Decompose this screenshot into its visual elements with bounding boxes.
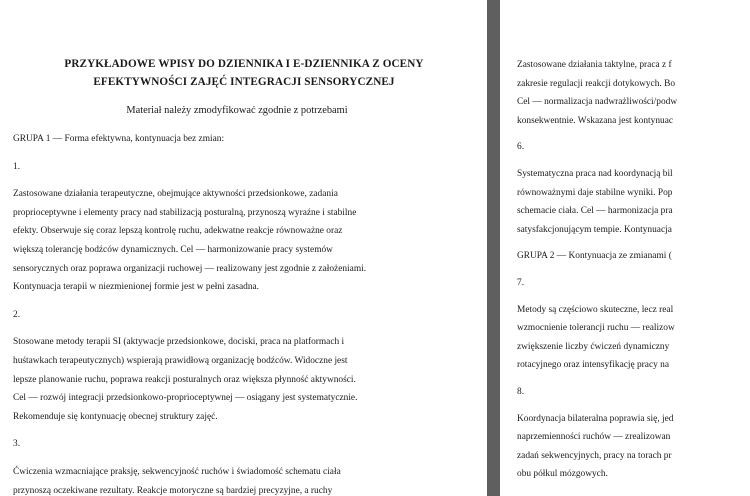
- entry-paragraph: [517, 301, 750, 375]
- document-page-right: [500, 0, 750, 496]
- paragraph-line: efekty. Obserwuje się coraz lepszą kontrolę ruchu, adekwatne reakcje równoważne oraz: [13, 226, 343, 237]
- group-heading: GRUPA 2 — Kontynuacja ze zmianami (: [517, 251, 672, 262]
- entry-number: 7.: [517, 277, 525, 288]
- paragraph-line: huśtawkach terapeutycznych) wspierają prawidłową organizację bodźców. Widoczne jest: [13, 355, 348, 366]
- paragraph-line: konsekwentnie. Wskazana jest kontynuac: [517, 115, 674, 126]
- paragraph-line: Cel — rozwój integracji przedsionkowo-proprioceptywnej — osiągany jest systematycznie.: [13, 393, 358, 404]
- entry-number: 6.: [517, 142, 525, 153]
- entry-paragraph: [13, 185, 461, 297]
- paragraph-line: Koordynacja bilateralna poprawia się, jed: [517, 413, 674, 424]
- paragraph-line: schemacie ciała. Cel — harmonizacja pra: [517, 206, 673, 217]
- title-line: EFEKTYWNOŚCI ZAJĘĆ INTEGRACJI SENSORYCZNEJ: [93, 76, 395, 88]
- page-gap-divider: [487, 0, 500, 496]
- paragraph-line: proprioceptywne i elementy pracy nad stabilizacją posturalną, przynoszą wyraźne i stabilne: [13, 207, 357, 218]
- entry-paragraph: [517, 410, 750, 484]
- entry-number: 1.: [13, 161, 21, 172]
- paragraph-line: Ćwiczenia wzmacniające praksję, sekwencyjność ruchów i świadomość schematu ciała: [13, 466, 341, 477]
- document-subtitle: Materiał należy zmodyfikować zgodnie z potrzebami: [126, 105, 348, 116]
- group-heading: GRUPA 1 — Forma efektywna, kontynuacja bez zmian:: [13, 134, 225, 144]
- paragraph-line: równoważnymi daje stabilne wyniki. Pop: [517, 187, 673, 198]
- paragraph-line: Rekomenduje się kontynuację obecnej struktury zajęć.: [13, 411, 218, 422]
- paragraph-line: Metody są częściowo skuteczne, lecz real: [517, 304, 674, 315]
- paragraph-line: zwiększenie liczby ćwiczeń dynamiczny: [517, 341, 670, 352]
- paragraph-line: Stosowane metody terapii SI (aktywacje przedsionkowe, dociski, praca na platformach i: [13, 337, 345, 348]
- paragraph-line: naprzemienności ruchów — zrealizowan: [517, 432, 671, 443]
- paragraph-line: rotacyjnego oraz intensyfikację pracy na: [517, 360, 670, 371]
- entry-number: 8.: [517, 386, 525, 397]
- entry-paragraph: [517, 165, 750, 239]
- paragraph-line: Systematyczna praca nad koordynacją bil: [517, 168, 673, 179]
- paragraph-line: zakresie regulacji reakcji dotykowych. Bo: [517, 78, 676, 89]
- paragraph-line: przynoszą oczekiwane rezultaty. Reakcje motoryczne są bardziej precyzyjne, a ruchy: [13, 485, 333, 496]
- paragraph-line: lepsze planowanie ruchu, poprawa reakcji posturalnych oraz większa płynność aktywności.: [13, 374, 356, 385]
- paragraph-line: satysfakcjonującym tempie. Kontynuacja: [517, 224, 672, 235]
- paragraph-line: Zastosowane działania terapeutyczne, obejmujące aktywności przedsionkowe, zadania: [13, 189, 338, 200]
- title-line: PRZYKŁADOWE WPISY DO DZIENNIKA I E-DZIENNIKA Z OCENY: [64, 58, 424, 70]
- document-title: [13, 55, 461, 91]
- paragraph-line: większą tolerancję bodźców dynamicznych. Cel — harmonizowanie pracy systemów: [13, 244, 333, 255]
- entry-paragraph: [13, 463, 461, 496]
- paragraph-line: Cel — normalizacja nadwrażliwości/podw: [517, 97, 678, 108]
- paragraph-line: wzmocnienie tolerancji ruchu — realizow: [517, 323, 675, 334]
- paragraph-line: Zastosowane działania taktylne, praca z f: [517, 60, 672, 70]
- paragraph-line: obu półkul mózgowych.: [517, 469, 608, 480]
- entry-paragraph: [13, 333, 461, 426]
- entry-number: 2.: [13, 309, 21, 320]
- paragraph-line: Kontynuacja terapii w niezmienionej formie jest w pełni zasadna.: [13, 282, 260, 293]
- entry-paragraph: [517, 56, 750, 130]
- paragraph-line: sensorycznych oraz poprawa organizacji ruchowej — realizowany jest zgodnie z założeniami.: [13, 263, 367, 274]
- entry-number: 3.: [13, 439, 21, 450]
- paragraph-line: zadań sekwencyjnych, pracy na torach pr: [517, 450, 672, 461]
